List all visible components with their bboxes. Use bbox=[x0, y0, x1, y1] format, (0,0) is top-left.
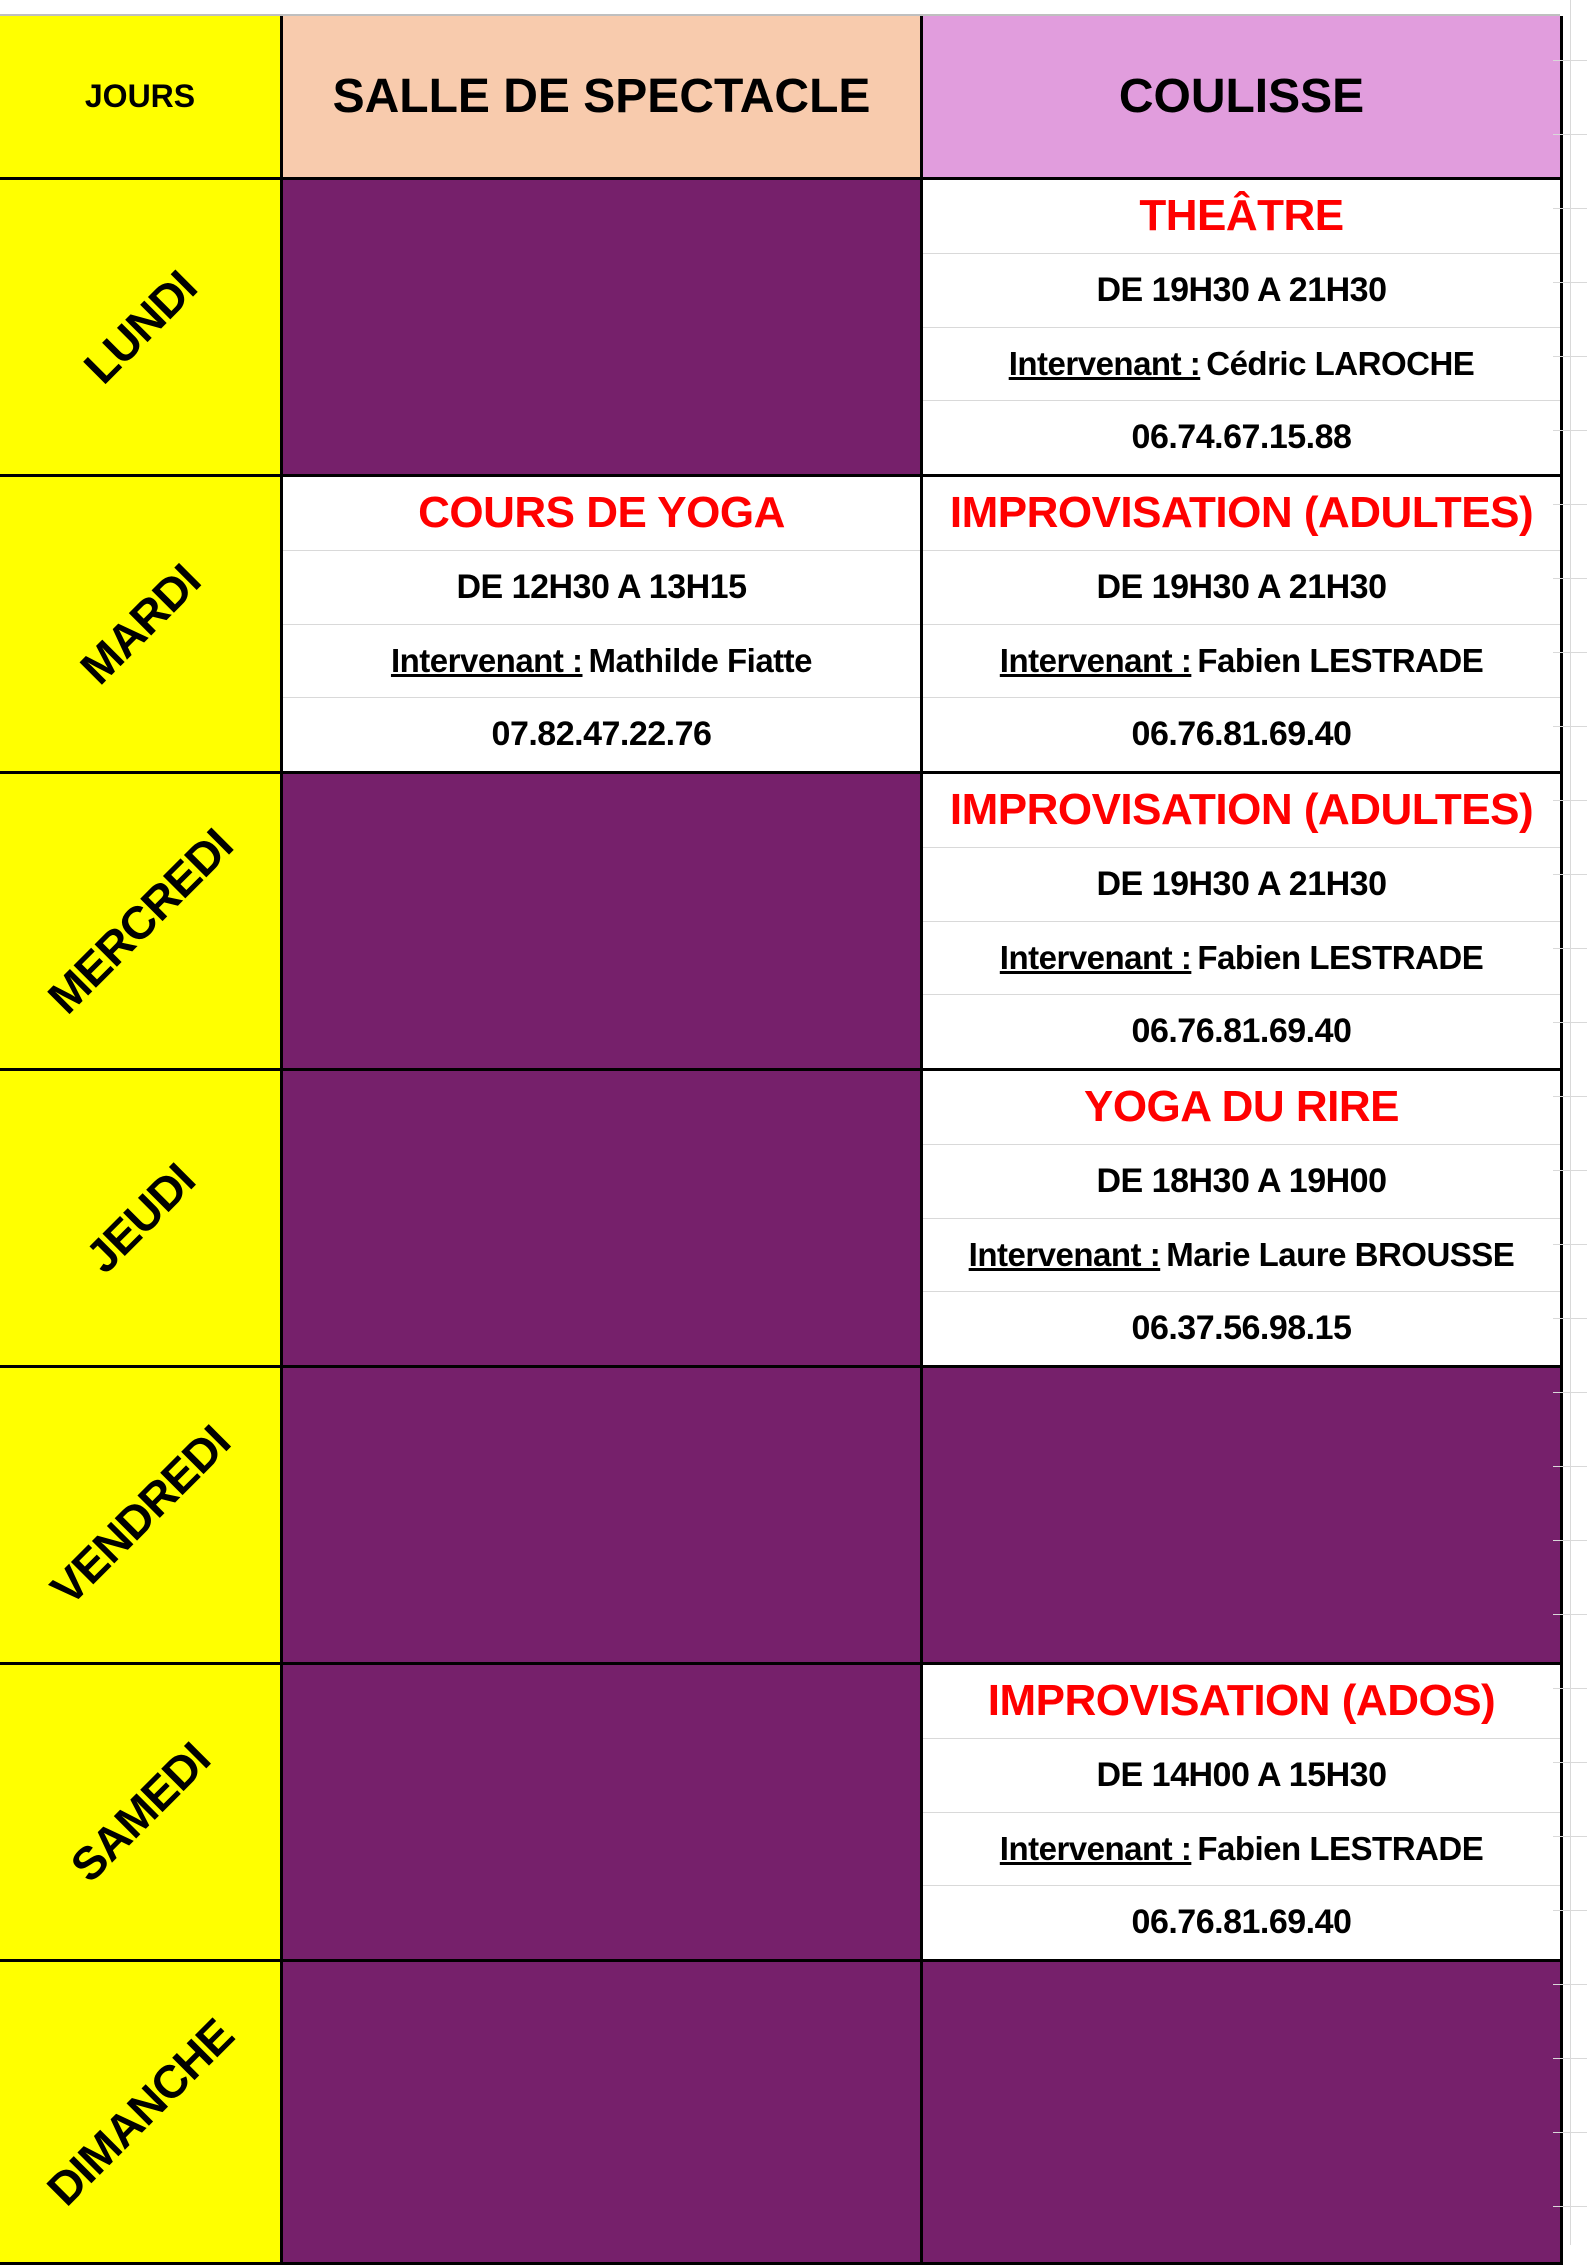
day-cell-mercredi bbox=[0, 774, 283, 1071]
intervenant-name: Fabien LESTRADE bbox=[1197, 641, 1484, 679]
intervenant-label: Intervenant : bbox=[968, 1235, 1161, 1273]
activity-intervenant bbox=[283, 625, 920, 699]
gridline bbox=[1553, 134, 1587, 135]
activity-phone: 06.37.56.98.15 bbox=[1131, 1309, 1352, 1348]
activity-intervenant bbox=[923, 922, 1560, 996]
intervenant-label: Intervenant : bbox=[390, 641, 583, 679]
coulisse-activity bbox=[923, 180, 1563, 477]
gridline bbox=[1553, 1318, 1587, 1319]
day-label: VENDREDI bbox=[40, 1415, 240, 1615]
gridline bbox=[1553, 1910, 1587, 1911]
intervenant-name: Fabien LESTRADE bbox=[1197, 1829, 1484, 1867]
intervenant-label: Intervenant : bbox=[999, 1829, 1192, 1867]
gridline bbox=[1553, 1170, 1587, 1171]
activity-intervenant bbox=[923, 1219, 1560, 1293]
salle-activity bbox=[283, 477, 923, 774]
activity-intervenant bbox=[923, 328, 1560, 402]
day-cell-dimanche bbox=[0, 1962, 283, 2265]
activity-time: DE 18H30 A 19H00 bbox=[923, 1145, 1560, 1219]
day-label: MERCREDI bbox=[37, 818, 243, 1024]
day-cell-vendredi bbox=[0, 1368, 283, 1665]
day-label: DIMANCHE bbox=[36, 2008, 244, 2216]
intervenant-label: Intervenant : bbox=[999, 641, 1192, 679]
day-cell-jeudi bbox=[0, 1071, 283, 1368]
gridline bbox=[1570, 0, 1571, 2245]
day-label: MARDI bbox=[70, 554, 210, 694]
coulisse-empty-slot bbox=[923, 1368, 1563, 1665]
salle-empty-slot bbox=[283, 774, 923, 1071]
header-coulisse bbox=[923, 16, 1563, 180]
coulisse-empty-slot bbox=[923, 1962, 1563, 2265]
gridline bbox=[1553, 578, 1587, 579]
gridline bbox=[1553, 1244, 1587, 1245]
intervenant-label: Intervenant : bbox=[1008, 344, 1201, 382]
activity-title: YOGA DU RIRE bbox=[923, 1071, 1560, 1145]
gridline bbox=[1553, 356, 1587, 357]
salle-empty-slot bbox=[283, 1962, 923, 2265]
salle-empty-slot bbox=[283, 1071, 923, 1368]
gridline bbox=[1553, 2132, 1587, 2133]
salle-empty-slot bbox=[283, 1665, 923, 1962]
activity-time: DE 14H00 A 15H30 bbox=[923, 1739, 1560, 1813]
day-label: SAMEDI bbox=[60, 1732, 220, 1892]
activity-phone: 07.82.47.22.76 bbox=[491, 715, 712, 754]
gridline bbox=[1553, 874, 1587, 875]
coulisse-activity bbox=[923, 477, 1563, 774]
activity-phone: 06.76.81.69.40 bbox=[1131, 1012, 1352, 1051]
activity-time: DE 19H30 A 21H30 bbox=[923, 551, 1560, 625]
activity-phone: 06.76.81.69.40 bbox=[1131, 1903, 1352, 1942]
intervenant-name: Fabien LESTRADE bbox=[1197, 938, 1484, 976]
activity-phone: 06.74.67.15.88 bbox=[1131, 418, 1352, 457]
gridline bbox=[1553, 1022, 1587, 1023]
gridline bbox=[1553, 2058, 1587, 2059]
gridline bbox=[1553, 1466, 1587, 1467]
gridline bbox=[1553, 1762, 1587, 1763]
coulisse-activity bbox=[923, 1665, 1563, 1962]
gridline bbox=[1553, 1614, 1587, 1615]
day-label: JEUDI bbox=[75, 1153, 205, 1283]
header-jours bbox=[0, 16, 283, 180]
header-salle-label: SALLE DE SPECTACLE bbox=[332, 70, 871, 123]
gridline bbox=[1553, 726, 1587, 727]
gridline bbox=[1553, 948, 1587, 949]
gridline bbox=[1553, 1836, 1587, 1837]
gridline bbox=[1553, 430, 1587, 431]
gridline bbox=[1553, 1096, 1587, 1097]
intervenant-name: Mathilde Fiatte bbox=[588, 641, 813, 679]
activity-time: DE 19H30 A 21H30 bbox=[923, 254, 1560, 328]
header-coulisse-label: COULISSE bbox=[1118, 70, 1365, 123]
intervenant-name: Marie Laure BROUSSE bbox=[1166, 1235, 1515, 1273]
activity-intervenant bbox=[923, 625, 1560, 699]
gridline bbox=[1553, 2206, 1587, 2207]
intervenant-name: Cédric LAROCHE bbox=[1206, 344, 1475, 382]
gridline bbox=[1553, 800, 1587, 801]
activity-title: COURS DE YOGA bbox=[283, 477, 920, 551]
activity-title: IMPROVISATION (ADULTES) bbox=[923, 774, 1560, 848]
intervenant-label: Intervenant : bbox=[999, 938, 1192, 976]
gridline bbox=[1553, 1540, 1587, 1541]
coulisse-activity bbox=[923, 774, 1563, 1071]
gridline bbox=[1553, 652, 1587, 653]
activity-title: IMPROVISATION (ADULTES) bbox=[923, 477, 1560, 551]
gridline bbox=[1553, 60, 1587, 61]
day-cell-mardi bbox=[0, 477, 283, 774]
activity-time: DE 19H30 A 21H30 bbox=[923, 848, 1560, 922]
gridline bbox=[1553, 208, 1587, 209]
gridline bbox=[1553, 1688, 1587, 1689]
gridline bbox=[1553, 1984, 1587, 1985]
day-cell-lundi bbox=[0, 180, 283, 477]
salle-empty-slot bbox=[283, 1368, 923, 1665]
gridline bbox=[1553, 504, 1587, 505]
day-label: LUNDI bbox=[73, 260, 207, 394]
activity-phone: 06.76.81.69.40 bbox=[1131, 715, 1352, 754]
gridline bbox=[1553, 1392, 1587, 1393]
header-jours-label: JOURS bbox=[84, 78, 196, 114]
header-salle-de-spectacle bbox=[283, 16, 923, 180]
activity-title: IMPROVISATION (ADOS) bbox=[923, 1665, 1560, 1739]
activity-title: THEÂTRE bbox=[923, 180, 1560, 254]
coulisse-activity bbox=[923, 1071, 1563, 1368]
day-cell-samedi bbox=[0, 1665, 283, 1962]
salle-empty-slot bbox=[283, 180, 923, 477]
activity-time: DE 12H30 A 13H15 bbox=[283, 551, 920, 625]
activity-intervenant bbox=[923, 1813, 1560, 1887]
gridline bbox=[1553, 282, 1587, 283]
